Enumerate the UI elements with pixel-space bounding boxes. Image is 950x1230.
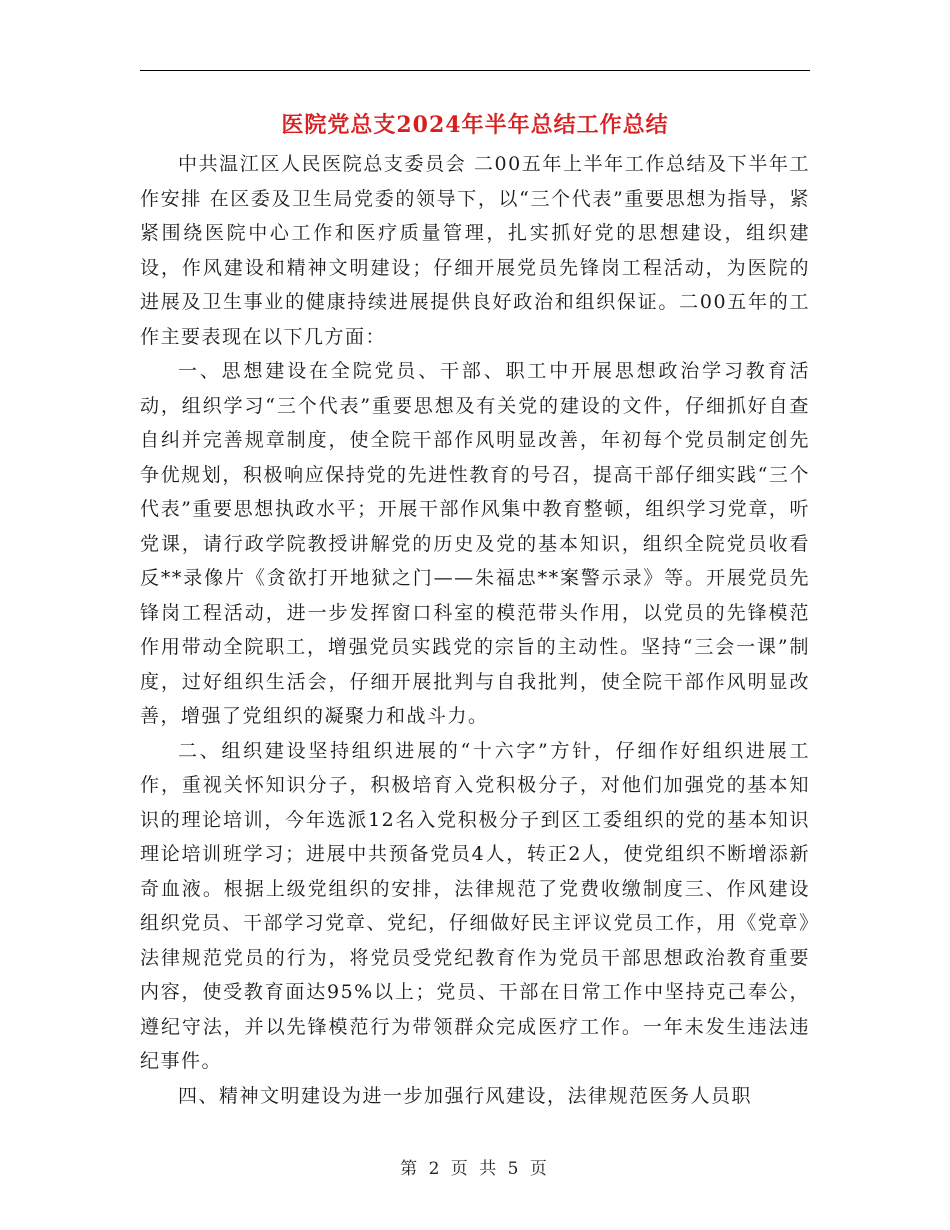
paragraph-organizational-building: 二、组织建设坚持组织进展的“十六字”方针，仔细作好组织进展工作，重视关怀知识分子，积极培育入党积极分子，对他们加强党的基本知识的理论培训，今年选派12名入党积极分子到区工委组织的党的基本知识理论培训班学习；进展中共预备党员4人，转正2人，使党组织不断增添新奇血液。根据上级党组织的安排，法律规范了党费收缴制度三、作风建设组织党员、干部学习党章、党纪，仔细做好民主评议党员工作，用《党章》法律规范党员的行为，将党员受党纪教育作为党员干部思想政治教育重要内容，使受教育面达95%以上；党员、干部在日常工作中坚持克己奉公，遵纪守法，并以先锋模范行为带领群众完成医疗工作。一年未发生违法违纪事件。 — [140, 739, 810, 1072]
document-body — [140, 147, 810, 1113]
paragraph-ideological-building: 一、思想建设在全院党员、干部、职工中开展思想政治学习教育活动，组织学习“三个代表”重要思想及有关党的建设的文件，仔细抓好自查自纠并完善规章制度，使全院干部作风明显改善，年初每个党员制定创先争优规划，积极响应保持党的先进性教育的号召，提高干部仔细实践“三个代表”重要思想执政水平；开展干部作风集中教育整顿，组织学习党章，听党课，请行政学院教授讲解党的历史及党的基本知识，组织全院党员收看反**录像片《贪欲打开地狱之门——朱福忠**案警示录》等。开展党员先锋岗工程活动，进一步发挥窗口科室的模范带头作用，以党员的先锋模范作用带动全院职工，增强党员实践党的宗旨的主动性。坚持“三会一课”制度，过好组织生活会，仔细开展批判与自我批判，使全院干部作风明显改善，增强了党组织的凝聚力和战斗力。 — [140, 360, 810, 727]
page-indicator: 第 2 页 共 5 页 — [400, 1159, 550, 1179]
header-rule — [140, 70, 810, 71]
paragraph-spiritual-civilization: 四、精神文明建设为进一步加强行风建设，法律规范医务人员职 — [178, 1084, 753, 1107]
document-title: 医院党总支2024年半年总结工作总结 — [281, 112, 669, 138]
paragraph-intro: 中共温江区人民医院总支委员会 二00五年上半年工作总结及下半年工作安排 在区委及卫生局党委的领导下，以“三个代表”重要思想为指导，紧紧围绕医院中心工作和医疗质量管理，扎实抓好党的思想建设，组织建设，作风建设和精神文明建设；仔细开展党员先锋岗工程活动，为医院的进展及卫生事业的健康持续进展提供良好政治和组织保证。二00五年的工作主要表现在以下几方面： — [140, 153, 810, 348]
